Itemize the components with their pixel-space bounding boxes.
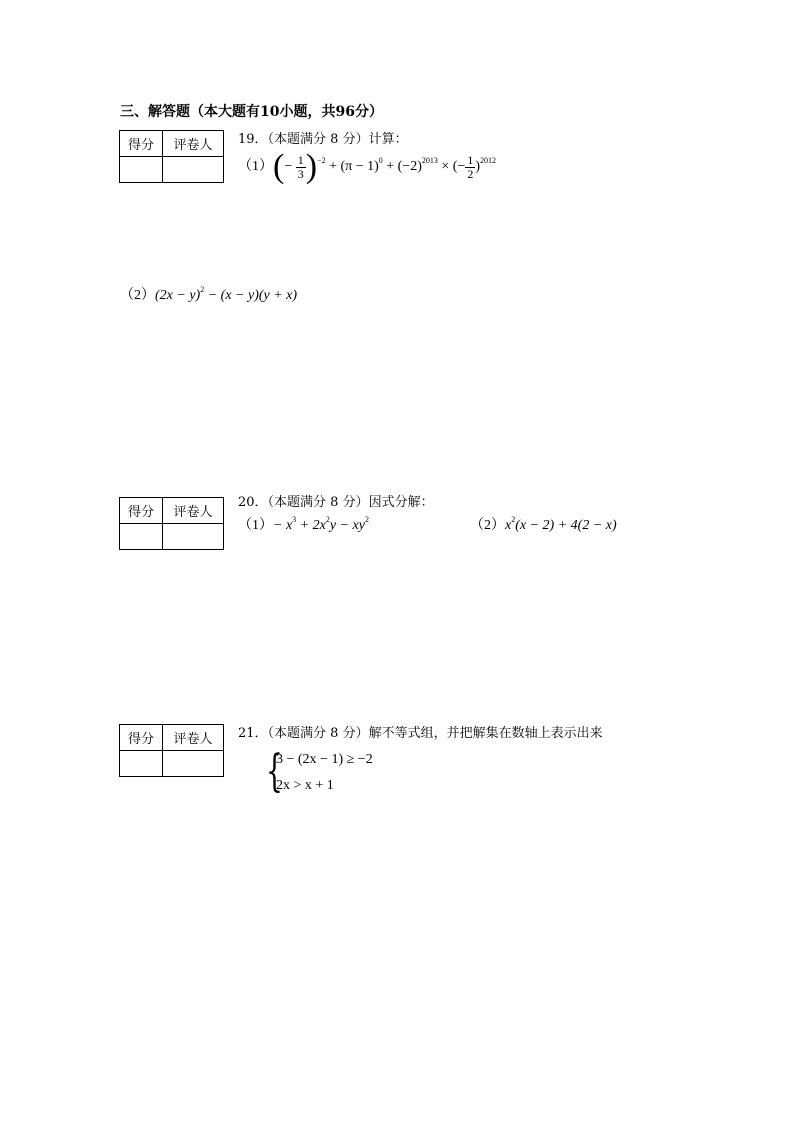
inequality-line-1: 3 − (2x − 1) ≥ −2 <box>276 752 373 767</box>
score-label: 得分 <box>120 498 163 524</box>
score-table-q19 <box>119 130 224 183</box>
q19-part1-label: （1） <box>238 159 273 175</box>
grader-cell[interactable] <box>163 157 224 183</box>
q19-part2: $(2)(2x - y)^2 - (x - y)(y + x)$ <box>120 285 298 303</box>
q20-part1: $(1)- x^3 + 2x^2y - xy^2$ <box>238 515 369 533</box>
inequality-line-2: 2x > x + 1 <box>276 778 334 793</box>
left-brace: { <box>266 746 283 797</box>
q19-title: 19．（本题满分 8 分）计算： <box>238 132 408 147</box>
score-label: 得分 <box>120 131 163 157</box>
score-cell[interactable] <box>120 751 163 777</box>
q20-title: 20．（本题满分 8 分）因式分解： <box>238 495 434 510</box>
score-cell[interactable] <box>120 157 163 183</box>
grader-cell[interactable] <box>163 524 224 550</box>
score-table-q21 <box>119 724 224 777</box>
q21-title: 21．（本题满分 8 分）解不等式组，并把解集在数轴上表示出来 <box>238 726 603 741</box>
fraction-one-third: $\frac{1}{3}$ <box>297 152 304 181</box>
score-label: 得分 <box>120 725 163 751</box>
q19-part1: （1）(− $\frac{1}{3}$ )$^{-2} + (\pi - 1)^0 + (-2)^{2013}$ × (− $\frac{1}{2}$ )$^{2012}$ <box>238 148 497 185</box>
score-cell[interactable] <box>120 524 163 550</box>
fraction-one-half: $\frac{1}{2}$ <box>467 152 474 181</box>
q20-part2: $(2)x^2(x - 2) + 4(2 - x)$ <box>470 515 617 533</box>
score-table-q20 <box>119 497 224 550</box>
grader-label: 评卷人 <box>163 131 224 157</box>
grader-label: 评卷人 <box>163 725 224 751</box>
grader-label: 评卷人 <box>163 498 224 524</box>
section-title: 三、解答题（本大题有10小题，共96分） <box>120 104 383 120</box>
grader-cell[interactable] <box>163 751 224 777</box>
